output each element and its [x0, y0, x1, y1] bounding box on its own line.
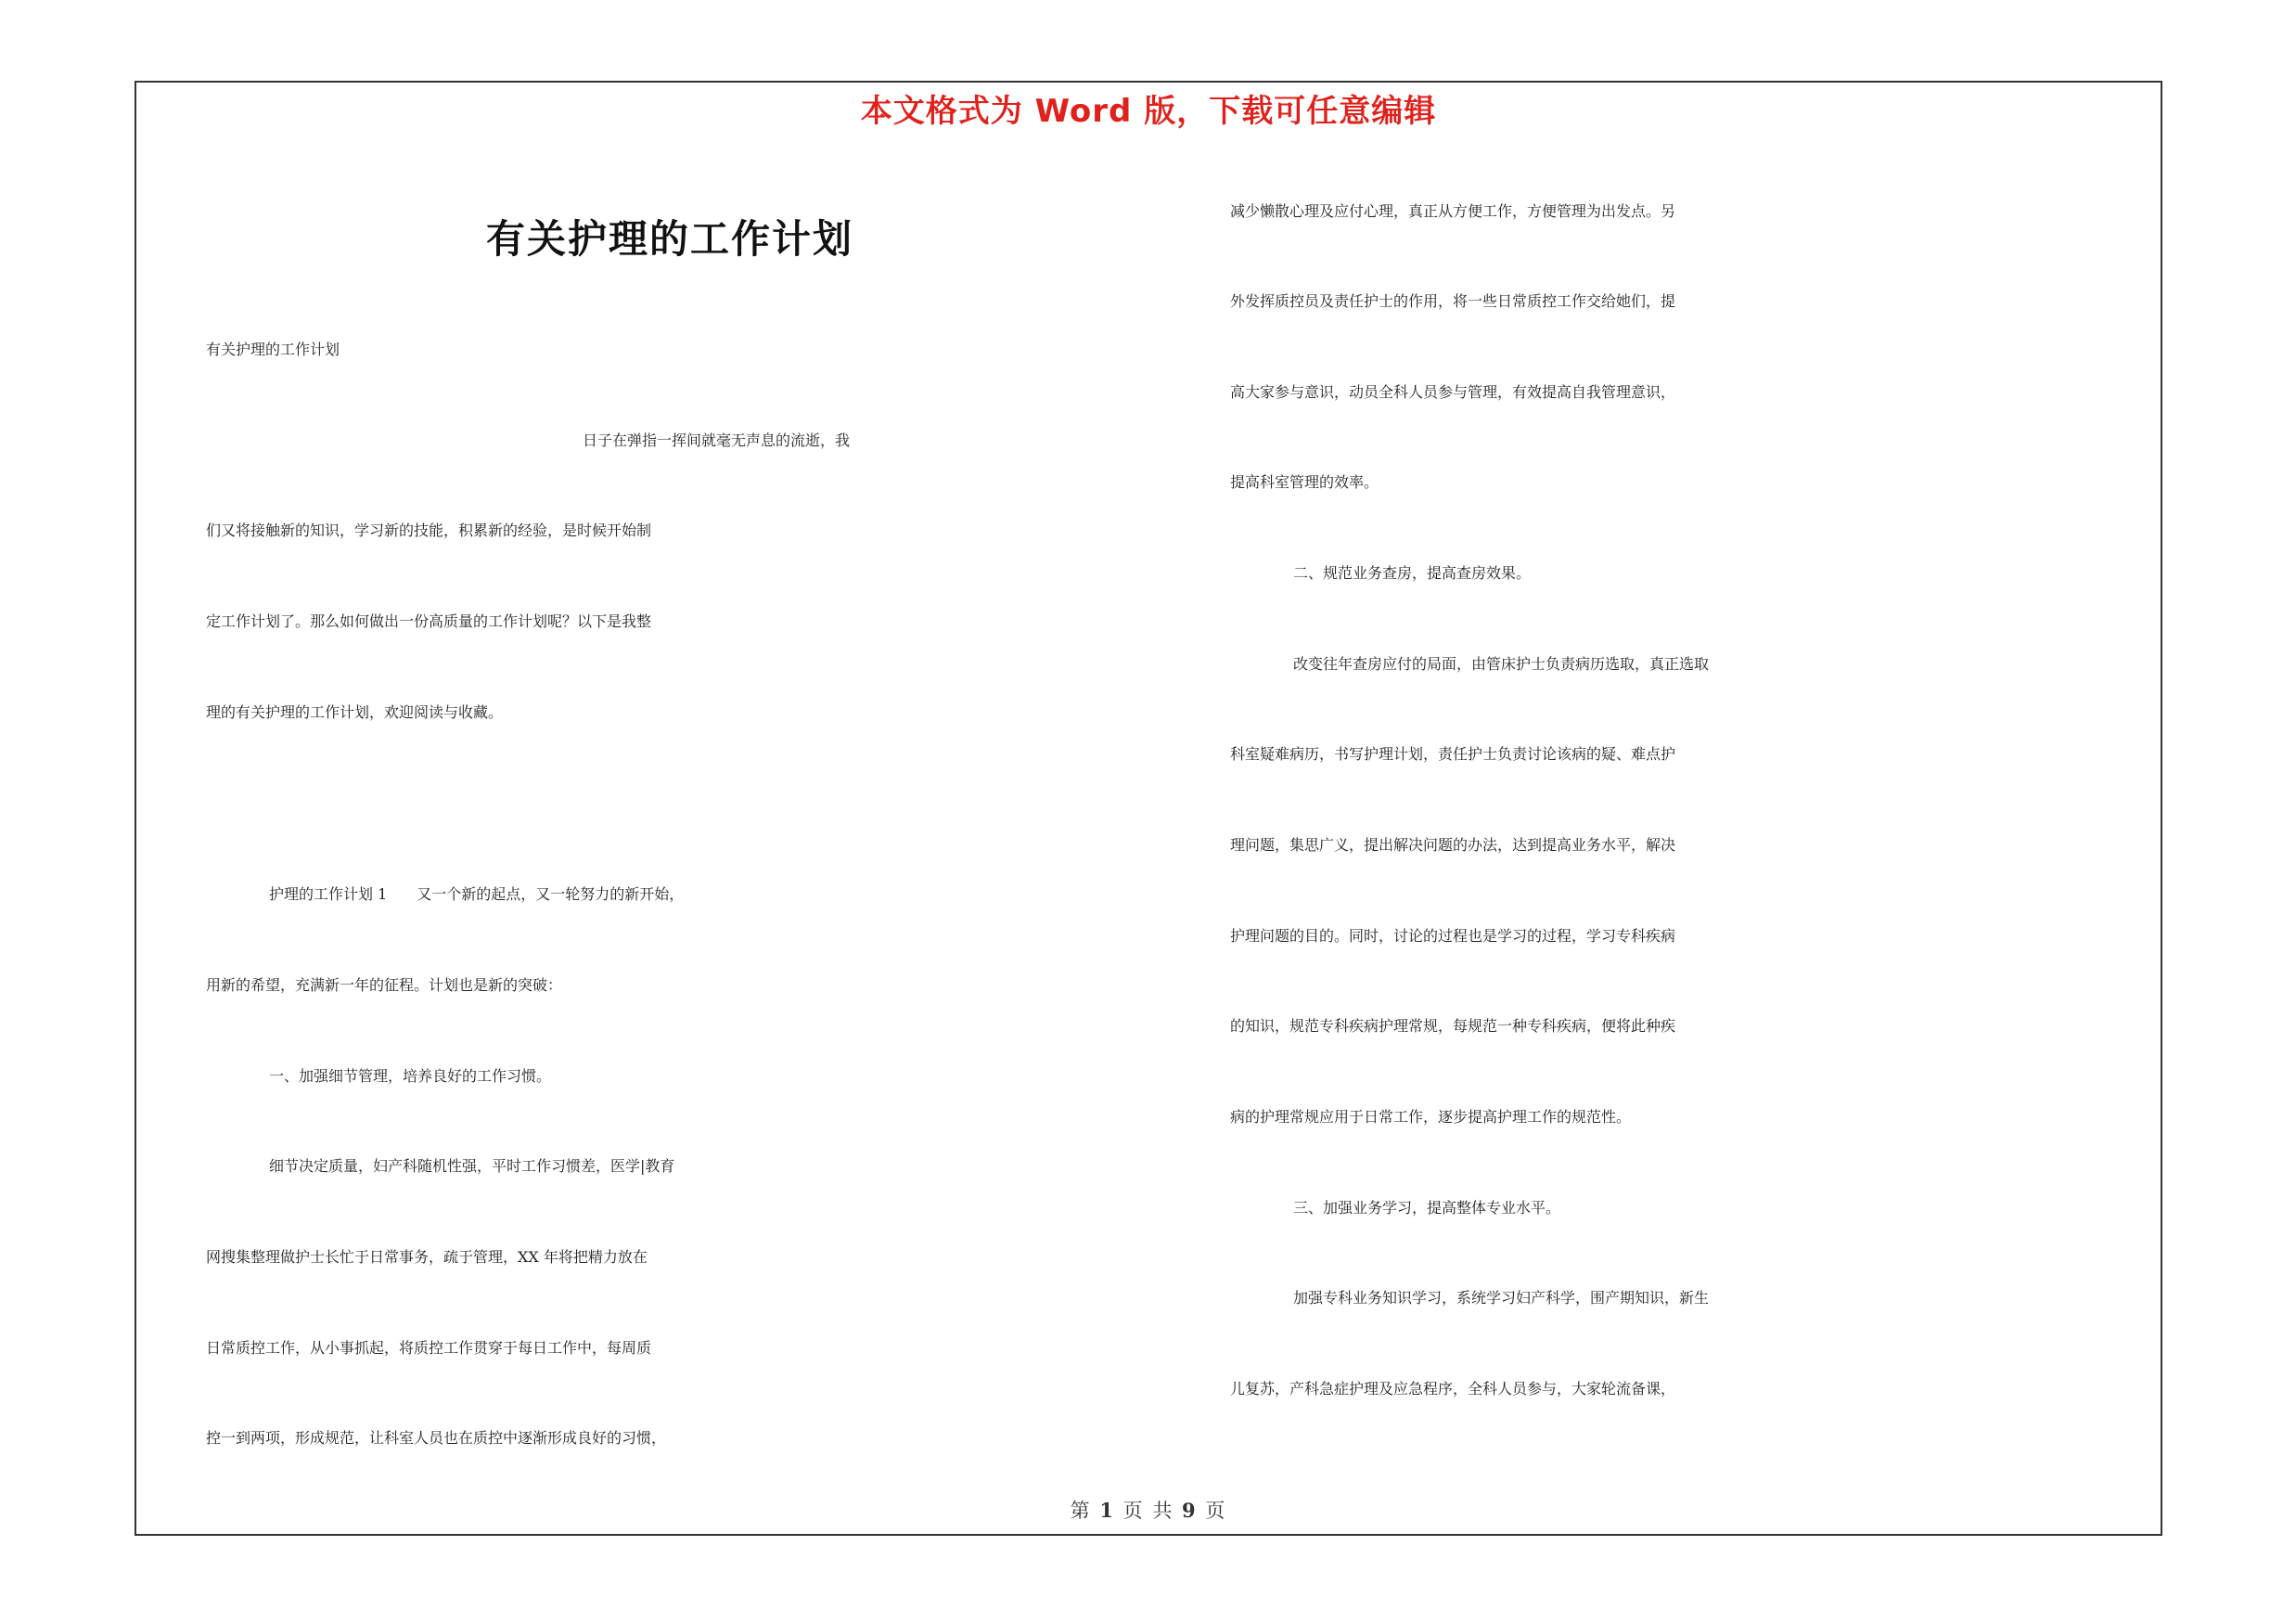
- paragraph-line: 病的护理常规应用于日常工作，逐步提高护理工作的规范性。: [1230, 1108, 1632, 1126]
- paragraph-line: 定工作计划了。那么如何做出一份高质量的工作计划呢？以下是我整: [206, 612, 652, 630]
- format-notice-banner: 本文格式为 Word 版，下载可任意编辑: [860, 93, 1437, 130]
- paragraph-line: 外发挥质控员及责任护士的作用，将一些日常质控工作交给她们，提: [1230, 292, 1676, 310]
- paragraph-line: 减少懒散心理及应付心理，真正从方便工作，方便管理为出发点。另: [1230, 202, 1676, 220]
- paragraph-line: 理问题，集思广义，提出解决问题的办法，达到提高业务水平，解决: [1230, 836, 1676, 854]
- paragraph-line: 儿复苏，产科急症护理及应急程序，全科人员参与，大家轮流备课，: [1230, 1380, 1676, 1398]
- paragraph-line: 提高科室管理的效率。: [1230, 473, 1379, 491]
- paragraph-line: 的知识，规范专科疾病护理常规，每规范一种专科疾病，便将此种疾: [1230, 1017, 1676, 1035]
- paragraph-line: 控一到两项，形成规范，让科室人员也在质控中逐渐形成良好的习惯，: [206, 1429, 667, 1447]
- paragraph-line: 改变往年查房应付的局面，由管床护士负责病历选取，真正选取: [1293, 655, 1710, 673]
- page-frame: [135, 81, 2162, 1536]
- paragraph-line: 护理的工作计划 1 又一个新的起点，又一轮努力的新开始，: [269, 885, 685, 903]
- paragraph-line: 细节决定质量，妇产科随机性强，平时工作习惯差，医学|教育: [269, 1157, 675, 1175]
- paragraph-line: 用新的希望，充满新一年的征程。计划也是新的突破：: [206, 976, 563, 994]
- paragraph-line: 有关护理的工作计划: [206, 341, 340, 358]
- paragraph-line: 们又将接触新的知识，学习新的技能，积累新的经验，是时候开始制: [206, 522, 652, 539]
- footer-middle: 页 共: [1122, 1500, 1174, 1522]
- paragraph-line: 一、加强细节管理，培养良好的工作习惯。: [269, 1067, 552, 1085]
- footer-current-page: 1: [1099, 1499, 1115, 1522]
- paragraph-line: 理的有关护理的工作计划，欢迎阅读与收藏。: [206, 703, 504, 721]
- paragraph-line: 三、加强业务学习，提高整体专业水平。: [1293, 1199, 1561, 1217]
- paragraph-line: 二、规范业务查房，提高查房效果。: [1293, 564, 1532, 582]
- paragraph-line: 日子在弹指一挥间就毫无声息的流逝，我: [583, 432, 851, 449]
- paragraph-line: 护理问题的目的。同时，讨论的过程也是学习的过程，学习专科疾病: [1230, 927, 1676, 945]
- page-footer: [135, 1496, 2162, 1524]
- paragraph-line: 网搜集整理做护士长忙于日常事务，疏于管理，XX 年将把精力放在: [206, 1248, 648, 1266]
- paragraph-line: 日常质控工作，从小事抓起，将质控工作贯穿于每日工作中，每周质: [206, 1339, 652, 1357]
- footer-total-pages: 9: [1182, 1499, 1198, 1522]
- footer-prefix: 第: [1070, 1500, 1092, 1522]
- document-title: 有关护理的工作计划: [485, 216, 853, 262]
- paragraph-line: 加强专科业务知识学习，系统学习妇产科学，围产期知识，新生: [1293, 1289, 1710, 1307]
- paragraph-line: 高大家参与意识，动员全科人员参与管理，有效提高自我管理意识，: [1230, 383, 1676, 401]
- footer-suffix: 页: [1205, 1500, 1227, 1522]
- paragraph-line: 科室疑难病历，书写护理计划，责任护士负责讨论该病的疑、难点护: [1230, 745, 1676, 763]
